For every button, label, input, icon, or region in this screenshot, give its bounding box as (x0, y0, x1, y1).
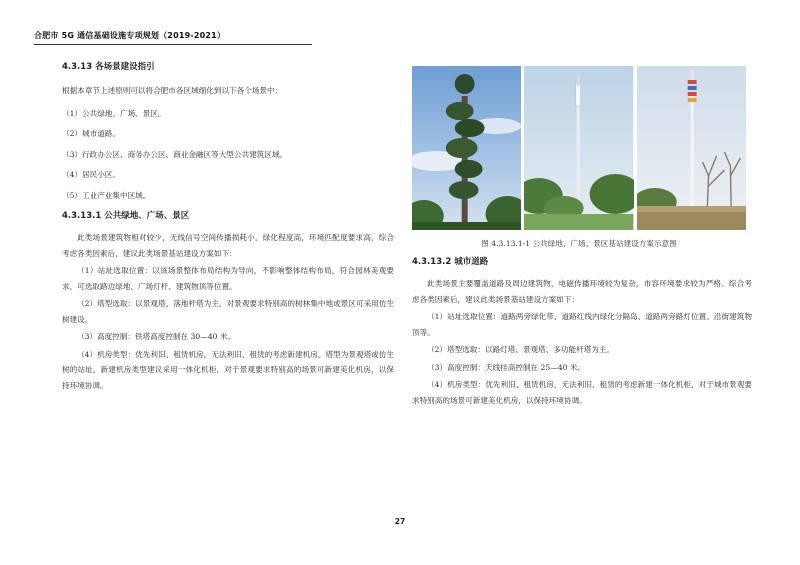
scenario-list-item: （5）工业产业集中区域。 (62, 190, 151, 200)
paragraph-height-control: （3）高度控制：铁塔高度控制在 30—40 米。 (77, 332, 236, 341)
page-number: 27 (394, 517, 406, 526)
paragraph-room-type: （4）机房类型：优先利旧、租赁机房，无法利旧、租赁的考虑新建一体化机柜，对于城市景观要求特别高的场景可新建美化机房，以保持环境协调。 (412, 380, 752, 405)
document-header: 合肥市 5G 通信基础设施专项规划（2019-2021） (34, 31, 226, 40)
right-column (412, 255, 752, 410)
paragraph: 此类场景主要覆盖道路及周边建筑物，电磁传播环境较为复杂，市容环境要求较为严格。综合考虑各类因素后，建议此类场景基站建设方案如下： (412, 279, 752, 304)
paragraph-tower-type: （2）塔型选取：以景观塔、落地杆塔为主，对景观要求特别高的树林集中地或景区可采用仿生树建设。 (62, 299, 394, 324)
landscape-pole-tower-photo (524, 66, 633, 230)
paragraph-tower-type: （2）塔型选取：以路灯塔、景观塔、多功能杆塔为主。 (427, 345, 615, 354)
subsection-title: 4.3.13.2 城市道路 (412, 257, 489, 267)
paragraph: 此类场景建筑物相对较少，无线信号空间传播损耗小，绿化程度高，环境匹配度要求高，综合考虑各类因素后，建议此类场景基站建设方案如下： (62, 233, 394, 258)
figure-caption: 图 4.3.13.1-1 公共绿地、广场、景区基站建设方案示意图 (481, 239, 677, 248)
intro-paragraph: 根据本章节上述原则可以将合肥市各区域细化到以下各个场景中： (62, 86, 283, 95)
figure-photos (412, 66, 746, 230)
paragraph-height-control: （3）高度控制：天线挂高控制在 25—40 米。 (427, 362, 586, 372)
paragraph-room-type: （4）机房类型：优先利旧、租赁机房，无法利旧、租赁的考虑新建机房。塔型为景观塔或仿生树的站址，新建机房类型建议采用一体化机柜，对于景观要求特别高的场景可新建美化机房，以保持环境协调。 (62, 349, 394, 390)
scenario-list-item: （2）城市道路。 (62, 129, 120, 138)
left-column (62, 60, 394, 395)
bionic-tree-tower-photo (412, 66, 521, 230)
street-light-tower-photo (637, 66, 746, 230)
paragraph-site-selection: （1）站址选取位置：以该场景整体布局结构为导向，不影响整体结构布局，符合园林美观要求，可选取路边绿地、广场灯杆、建筑物顶等位置。 (62, 266, 394, 291)
scenario-list-item: （4）居民小区。 (62, 170, 120, 179)
section-title: 4.3.13 各场景建设指引 (62, 62, 155, 72)
paragraph-site-selection: （1）站址选取位置：道路两旁绿化带、道路红线内绿化分隔岛、道路两旁路灯位置、沿街建筑物顶等。 (412, 312, 752, 337)
scenario-list-item: （1）公共绿地、广场、景区。 (62, 108, 166, 118)
header-divider (34, 44, 312, 45)
subsection-title: 4.3.13.1 公共绿地、广场、景区 (62, 211, 190, 221)
scenario-list-item: （3）行政办公区、商务办公区、商业金融区等大型公共建筑区域。 (62, 149, 288, 159)
